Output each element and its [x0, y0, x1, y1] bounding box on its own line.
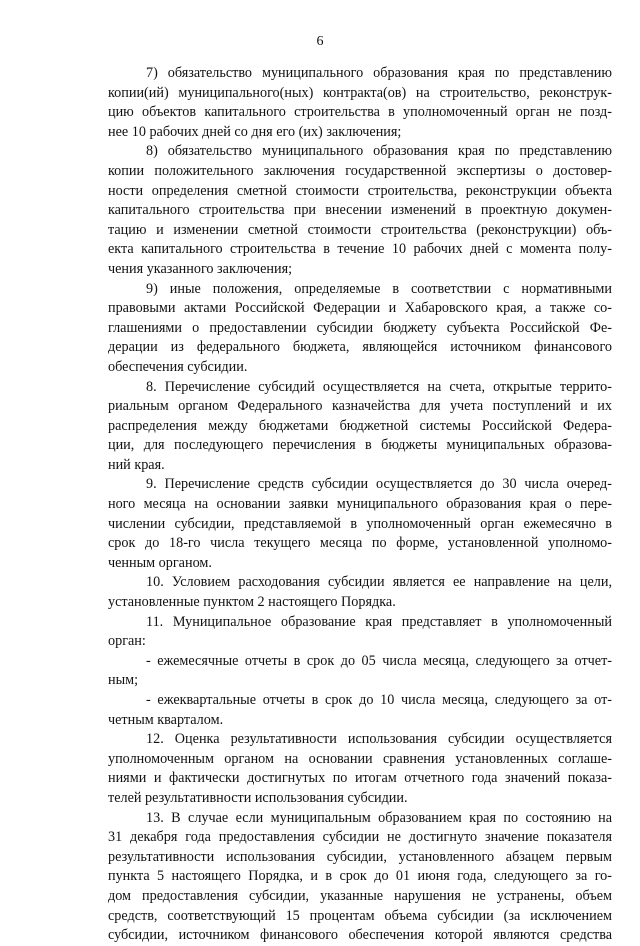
- text-line: числении субсидии, представляемой в уполномоченный орган ежемесячно в: [108, 515, 612, 532]
- text-line: орган:: [108, 633, 146, 650]
- paragraph-s11b: [108, 691, 612, 730]
- text-line: правовыми актами Российской Федерации и Хабаровского края, а также со-: [108, 300, 612, 317]
- text-line: 11. Муниципальное образование края представляет в уполномоченный: [146, 613, 612, 630]
- text-line: нее 10 рабочих дней со дня его (их) заключения;: [108, 123, 402, 140]
- text-line: ний края.: [108, 456, 165, 473]
- paragraph-p7: [108, 64, 612, 142]
- text-line: 8) обязательство муниципального образования края по представлению: [146, 143, 612, 160]
- text-line: телей результативности использования субсидии.: [108, 789, 408, 806]
- text-line: чения указанного заключения;: [108, 260, 293, 277]
- text-line: субсидии, источником финансового обеспечения которой являются средства: [108, 927, 612, 944]
- text-line: 12. Оценка результативности использования субсидии осуществляется: [146, 731, 612, 748]
- text-line: ниями и фактически достигнутых по итогам отчетного года значений показа-: [108, 770, 612, 787]
- text-line: - ежемесячные отчеты в срок до 05 числа месяца, следующего за отчет-: [146, 652, 612, 669]
- paragraph-s10: [108, 573, 612, 612]
- text-line: ного месяца на основании заявки муниципального образования края о пере-: [108, 496, 612, 513]
- paragraph-s13: [108, 809, 612, 946]
- text-line: ченным органом.: [108, 554, 212, 571]
- text-line: распределения между бюджетами бюджетной системы Российской Федера-: [108, 417, 612, 434]
- text-line: средств, соответствующий 15 процентам объема субсидии (за исключением: [108, 907, 612, 924]
- text-line: копии(ий) муниципального(ных) контракта(ов) на строительство, реконструк-: [108, 84, 612, 101]
- text-line: тацию и изменении сметной стоимости строительства (реконструкции) объ-: [108, 221, 612, 238]
- paragraph-s11a: [108, 652, 612, 691]
- paragraph-s8: [108, 378, 612, 476]
- text-line: дерации из федерального бюджета, являющейся источником финансового: [108, 339, 612, 356]
- paragraph-p9: [108, 280, 612, 378]
- text-line: четным кварталом.: [108, 711, 224, 728]
- text-line: капитального строительства при внесении изменений в проектную докумен-: [108, 202, 612, 219]
- text-line: ности определения сметной стоимости строительства, реконструкции объекта: [108, 182, 612, 199]
- text-line: обеспечения субсидии.: [108, 358, 248, 375]
- paragraph-s9: [108, 475, 612, 573]
- text-line: цию объектов капитального строительства в уполномоченный орган не позд-: [108, 104, 612, 121]
- text-line: дом предоставления субсидии, указанные нарушения не устранены, объем: [108, 887, 612, 904]
- text-line: екта капитального строительства в течение 10 рабочих дней с момента полу-: [108, 241, 612, 258]
- text-line: установленные пунктом 2 настоящего Порядка.: [108, 594, 396, 611]
- text-line: срок до 18-го числа текущего месяца по форме, установленной уполномо-: [108, 535, 612, 552]
- text-line: глашениями о предоставлении субсидии бюджету субъекта Российской Фе-: [108, 319, 612, 336]
- text-line: уполномоченным органом на основании сравнения установленных соглаше-: [108, 750, 612, 767]
- paragraph-s12: [108, 730, 612, 808]
- text-line: ным;: [108, 672, 139, 689]
- text-line: 10. Условием расходования субсидии является ее направление на цели,: [146, 574, 612, 591]
- paragraph-s11: [108, 613, 612, 652]
- paragraph-p8: [108, 142, 612, 279]
- text-line: - ежеквартальные отчеты в срок до 10 числа месяца, следующего за от-: [146, 692, 612, 708]
- text-line: копии положительного заключения государственной экспертизы о достовер-: [108, 162, 612, 179]
- text-line: 8. Перечисление субсидий осуществляется на счета, открытые террито-: [146, 378, 612, 395]
- text-line: 9. Перечисление средств субсидии осуществляется до 30 числа очеред-: [146, 476, 612, 493]
- text-line: риальным органом Федерального казначейства для учета поступлений и их: [108, 398, 612, 415]
- text-line: 31 декабря года предоставления субсидии не достигнуто значение показателя: [108, 829, 612, 846]
- text-line: 7) обязательство муниципального образования края по представлению: [146, 65, 612, 81]
- text-line: пункта 5 настоящего Порядка, и в срок до 01 июня года, следующего за го-: [108, 868, 612, 885]
- page-number: 6: [316, 34, 324, 49]
- document-body: [108, 64, 612, 946]
- text-line: 9) иные положения, определяемые в соответствии с нормативными: [146, 280, 612, 297]
- text-line: ции, для последующего перечисления в бюджеты муниципальных образова-: [108, 437, 612, 454]
- text-line: 13. В случае если муниципальным образованием края по состоянию на: [146, 809, 612, 826]
- text-line: результативности использования субсидии, установленного абзацем первым: [108, 848, 612, 865]
